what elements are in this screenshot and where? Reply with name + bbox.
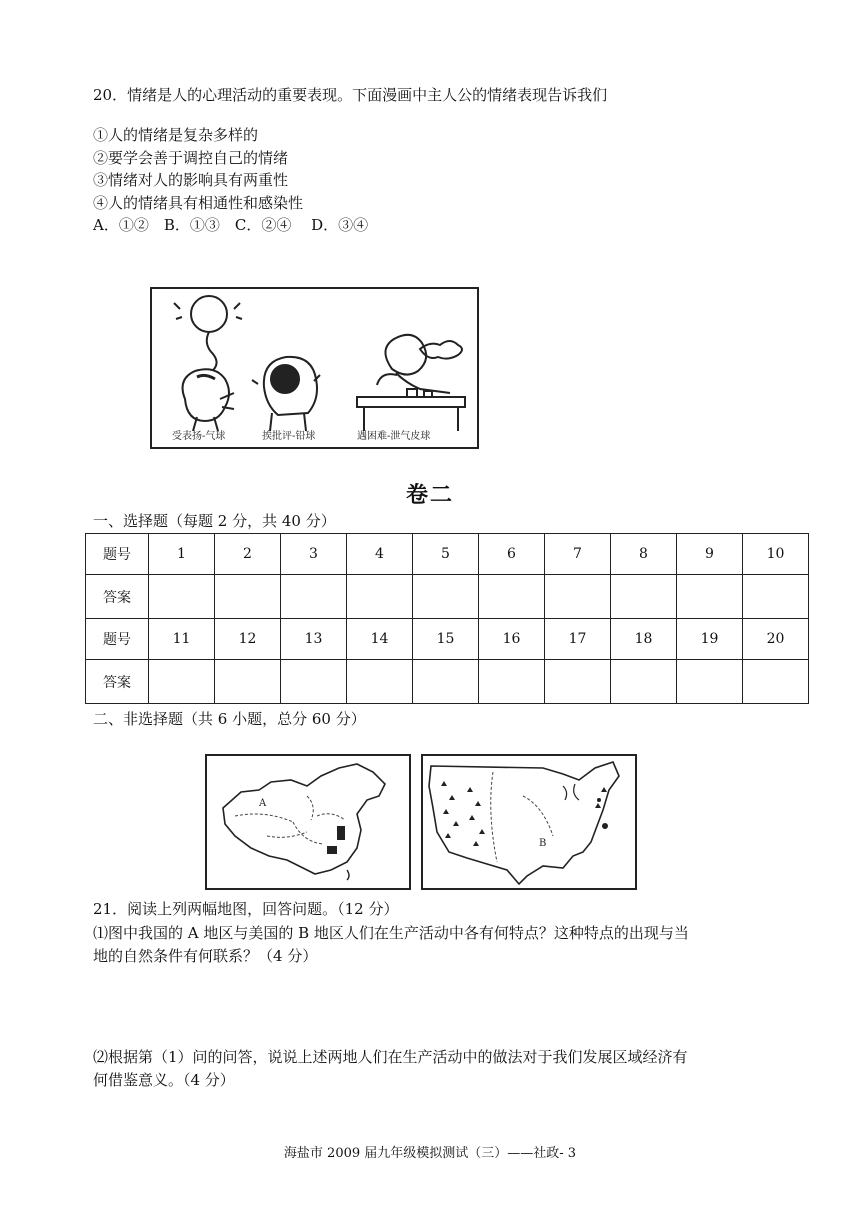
answer-cell[interactable] [149,575,215,619]
answer-cell[interactable] [413,575,479,619]
q21-stem: 21．阅读上列两幅地图，回答问题。（12 分） [93,900,399,918]
china-outline [223,764,385,874]
answer-cell[interactable] [545,660,611,704]
question-number-cell: 10 [743,534,809,575]
answer-row [86,575,809,619]
answer-cell[interactable] [611,575,677,619]
cartoon-figure-balloon [174,296,242,431]
part1-heading: 一、选择题（每题 2 分，共 40 分） [93,512,336,530]
row-label-question-number: 题号 [86,534,149,575]
answer-cell[interactable] [347,575,413,619]
usa-map [421,754,637,890]
q20-stem: 20．情绪是人的心理活动的重要表现。下面漫画中主人公的情绪表现告诉我们 [93,86,608,104]
question-number-cell: 1 [149,534,215,575]
answer-cell[interactable] [611,660,677,704]
answer-cell[interactable] [743,575,809,619]
question-number-cell: 16 [479,619,545,660]
cartoon-figure-deflated-ball [357,335,465,431]
question-number-cell: 11 [149,619,215,660]
caption-difficulty: 遇困难-泄气皮球 [357,431,431,442]
question-number-cell: 8 [611,534,677,575]
answer-cell[interactable] [149,660,215,704]
answer-cell[interactable] [281,660,347,704]
q21-sub1-line2: 地的自然条件有何联系？（4 分） [93,947,318,965]
answer-cell[interactable] [347,660,413,704]
answer-cell[interactable] [677,660,743,704]
caption-criticism: 挨批评-铅球 [262,431,316,442]
question-number-cell: 18 [611,619,677,660]
answer-cell[interactable] [215,575,281,619]
cartoon-figure-shotput [252,357,320,431]
emotion-cartoon [150,287,479,449]
q21-sub2-line1: ⑵根据第（1）问的问答，说说上述两地人们在生产活动中的做法对于我们发展区域经济有 [93,1048,688,1066]
question-number-cell: 5 [413,534,479,575]
row-label-answer: 答案 [86,660,149,704]
question-number-cell: 13 [281,619,347,660]
q20-option-2: ②要学会善于调控自己的情绪 [93,149,289,167]
answer-cell[interactable] [413,660,479,704]
question-number-row [86,534,809,575]
question-number-cell: 14 [347,619,413,660]
answer-cell[interactable] [215,660,281,704]
caption-praise: 受表扬-气球 [172,431,226,442]
question-number-cell: 17 [545,619,611,660]
question-number-cell: 6 [479,534,545,575]
answer-cell[interactable] [479,660,545,704]
row-label-question-number: 题号 [86,619,149,660]
answer-cell[interactable] [677,575,743,619]
answer-cell[interactable] [479,575,545,619]
china-map [205,754,411,890]
q20-option-1: ①人的情绪是复杂多样的 [93,126,259,144]
map-label-a: A [259,798,267,809]
q20-option-4: ④人的情绪具有相通性和感染性 [93,194,304,212]
question-number-cell: 4 [347,534,413,575]
answer-cell[interactable] [545,575,611,619]
page-footer: 海盐市 2009 届九年级模拟测试（三）——社政- 3 [283,1146,577,1161]
question-number-cell: 12 [215,619,281,660]
question-number-cell: 3 [281,534,347,575]
answer-table [85,533,809,704]
q21-sub1-line1: ⑴图中我国的 A 地区与美国的 B 地区人们在生产活动中各有何特点？这种特点的出现与当 [93,924,689,942]
section-title: 卷二 [405,482,454,508]
part2-heading: 二、非选择题（共 6 小题，总分 60 分） [93,710,366,728]
question-number-cell: 7 [545,534,611,575]
answer-cell[interactable] [743,660,809,704]
question-number-cell: 9 [677,534,743,575]
q21-sub2-line2: 何借鉴意义。（4 分） [93,1071,235,1089]
answer-row [86,660,809,704]
answer-cell[interactable] [281,575,347,619]
row-label-answer: 答案 [86,575,149,619]
question-number-cell: 19 [677,619,743,660]
question-number-cell: 2 [215,534,281,575]
usa-outline [429,762,619,884]
question-number-cell: 20 [743,619,809,660]
q20-choices: A．①② B．①③ C．②④ D．③④ [93,216,369,234]
question-number-cell: 15 [413,619,479,660]
question-number-row [86,619,809,660]
map-label-b: B [539,838,547,849]
q20-option-3: ③情绪对人的影响具有两重性 [93,171,289,189]
